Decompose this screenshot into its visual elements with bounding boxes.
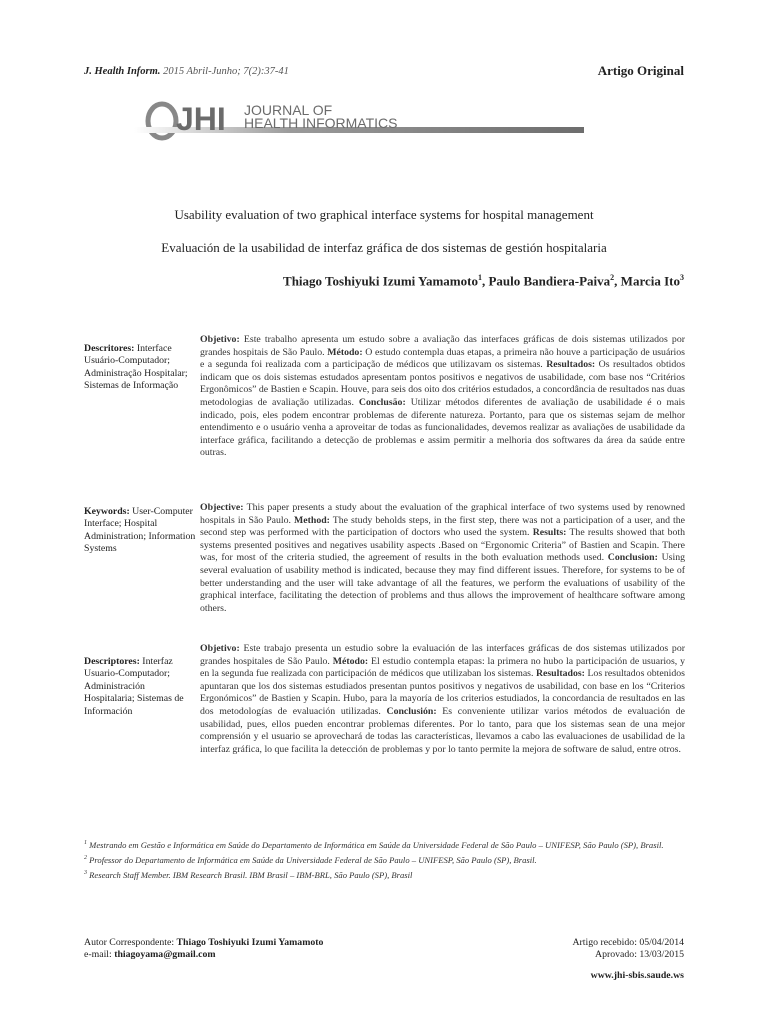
keywords-text: Interface Usuário-Computador; Administração Hospitalar; Sistemas de Informação xyxy=(84,343,188,392)
text-results: Los resultados obtenidos apuntaran que los dos sistemas estudiados presentan puntos positivos y negativos de usabilidad, con base en los “Criterios Ergonómicos” de Bastien y Scapin. Hubo, para la mayoría de los criterios estudiados, la concordancia de resultados en las dos metodologías de evaluación utilizadas. xyxy=(200,668,685,717)
author-label: Autor Correspondente: xyxy=(84,937,175,948)
abstract-en xyxy=(200,502,685,615)
footnote xyxy=(84,838,684,851)
journal-citation xyxy=(84,66,289,77)
journal-issue: 2015 Abril-Junho; 7(2):37-41 xyxy=(163,66,289,77)
label-results: Results: xyxy=(532,527,567,539)
keywords-en xyxy=(84,506,196,556)
author-separator: , xyxy=(481,273,489,289)
label-objective: Objetivo: xyxy=(200,334,240,345)
footnote-text: Research Staff Member. IBM Research Brasil. IBM Brasil – IBM-BRL, São Paulo (SP), Brasil xyxy=(89,870,413,881)
email-link[interactable]: thiagoyama@gmail.com xyxy=(114,949,216,960)
author-affiliation-mark: 1 xyxy=(477,273,482,282)
author-name: Paulo Bandiera-Paiva xyxy=(488,273,611,289)
text-objective: Este trabalho apresenta um estudo sobre a avaliação das interfaces gráficas de dois sistemas utilizados por grandes hospitais de São Paulo. xyxy=(200,334,685,358)
email-label: e-mail: xyxy=(84,949,112,960)
text-method: El estudio contempla etapas: la primera no hubo la participación de usuarios, y en la segunda fue realizada con participación de médicos que utilizaban los sistemas. xyxy=(200,655,685,680)
title-spanish: Evaluación de la usabilidad de interfaz gráfica de dos sistemas de gestión hospitalaria xyxy=(161,240,607,255)
footnote-mark: 3 xyxy=(84,870,87,877)
text-objective: This paper presents a study about the evaluation of the graphical interface of two systems used by renowned hospitals in São Paulo. xyxy=(200,502,685,526)
keywords-text: User-Computer Interface; Hospital Administration; Information Systems xyxy=(84,506,196,555)
footnote-mark: 2 xyxy=(84,855,87,862)
footnote xyxy=(84,853,684,866)
keywords-es xyxy=(84,656,196,718)
label-conclusion: Conclusion: xyxy=(607,552,658,564)
label-results: Resultados: xyxy=(546,359,596,371)
received-date: Artigo recebido: 05/04/2014 xyxy=(572,937,684,948)
text-results: Os resultados obtidos indicam que os dois sistemas estudados apresentam pontos positivos e negativos de usabilidade, com base nos “Critérios Ergonômicos” de Bastien e Scapin. Houve, para seis dos oito dos critérios estudados, a concordância de resultados nas duas metodologias de avaliação utilizadas. xyxy=(200,359,686,408)
journal-name: J. Health Inform. xyxy=(84,66,161,77)
label-conclusion: Conclusión: xyxy=(386,705,437,717)
label-objective: Objective: xyxy=(200,502,244,513)
text-conclusion: Using several evaluation of usability method is indicated, because they may find different issues. Therefore, for systems to be of better understanding and the user will take advantage of all the features, we perform the evaluations of usability of the graphical interface, facilitating the detection of problems and thus allows the improvement of healthcare software among others. xyxy=(200,552,685,614)
text-objective: Este trabajo presenta un estudio sobre la evaluación de las interfaces gráficas de dos sistemas utilizados por grandes hospitales de São Paulo. xyxy=(200,643,685,667)
abstract-es xyxy=(200,643,685,756)
author-affiliation-mark: 2 xyxy=(610,273,615,282)
author-name: Thiago Toshiyuki Izumi Yamamoto xyxy=(283,273,478,289)
label-results: Resultados: xyxy=(535,668,585,680)
corresponding-author-name: Thiago Toshiyuki Izumi Yamamoto xyxy=(176,937,324,948)
article-dates xyxy=(572,937,684,961)
keywords-label: Descriptores: xyxy=(84,656,140,667)
title-english: Usability evaluation of two graphical interface systems for hospital management xyxy=(174,207,594,222)
keywords-pt xyxy=(84,343,196,393)
approved-date: Aprovado: 13/03/2015 xyxy=(595,949,684,960)
journal-logo xyxy=(134,100,584,142)
keywords-label: Descritores: xyxy=(84,343,135,354)
corresponding-author xyxy=(84,937,323,961)
journal-website-link[interactable]: www.jhi-sbis.saude.ws xyxy=(590,970,684,981)
label-method: Método: xyxy=(327,346,363,358)
logo-line1: JOURNAL OF xyxy=(244,102,333,118)
text-method: O estudo contempla duas etapas, a primeira não houve a participação de usuários e a segunda foi realizada com a participação de médicos que utilizavam os sistemas. xyxy=(200,346,685,371)
label-conclusion: Conclusão: xyxy=(358,396,406,408)
text-method: The study beholds steps, in the first step, there was not a participation of a user, and the second step was performed with the participation of doctors who used the system. xyxy=(200,514,686,539)
footnote xyxy=(84,868,684,881)
abstract-pt xyxy=(200,334,685,460)
article-section: Artigo Original xyxy=(597,63,684,78)
label-method: Método: xyxy=(332,655,369,667)
keywords-label: Keywords: xyxy=(84,506,130,517)
author-name: Marcia Ito xyxy=(620,273,680,289)
logo-mark: JHI xyxy=(176,101,226,137)
text-results: The results showed that both systems presented positives and negatives usability aspects .Based on “Ergonomic Criteria” of Bastien and Scapin. There was, for most of the criteria studied, the agreement of results in the both evaluation methods used. xyxy=(200,527,685,564)
footnote-mark: 1 xyxy=(84,840,87,846)
text-conclusion: Utilizar métodos diferentes de avaliação de usabilidade é o mais indicado, pois, eles podem encontrar problemas de diferente natureza. Portanto, para que os sistemas sejam de melhor entendimento e o usuário venha a aproveitar de todas as funcionalidades, devemos realizar as avaliações de usabilidade da interface gráfica, facilitando a detecção de problemas e assim permitir a melhoria dos softwares da área da saúde entre outras. xyxy=(200,396,685,459)
label-objective: Objetivo: xyxy=(200,643,240,654)
footnotes xyxy=(84,838,684,883)
logo-line2: HEALTH INFORMATICS xyxy=(244,115,398,131)
keywords-text: Interfaz Usuario-Computador; Administración Hospitalaria; Sistemas de Información xyxy=(84,656,184,717)
label-method: Method: xyxy=(294,514,330,526)
footnote-text: Professor do Departamento de Informática em Saúde da Universidade Federal de São Paulo – UNIFESP, São Paulo (SP), Brasil. xyxy=(89,855,537,866)
text-conclusion: Es conveniente utilizar varios métodos de evaluación de usabilidad, pues, ellos pueden encontrar problemas diferentes. Por lo tanto, para que los sistemas sean de una mejor comprensión y el usuario se aprovechará de todas las características, llevamos a cabo las evaluaciones de usabilidad de la interfaz gráfica, lo que facilita la detección de problemas y por lo tanto permite la mejora de software de salud, entre otros. xyxy=(200,705,686,755)
author-affiliation-mark: 3 xyxy=(680,273,684,282)
footnote-text: Mestrando em Gestão e Informática em Saúde do Departamento de Informática em Saúde da Universidade Federal de São Paulo – UNIFESP, São Paulo (SP), Brasil. xyxy=(89,839,664,850)
author-separator: , xyxy=(614,273,621,289)
author-list xyxy=(283,273,684,289)
